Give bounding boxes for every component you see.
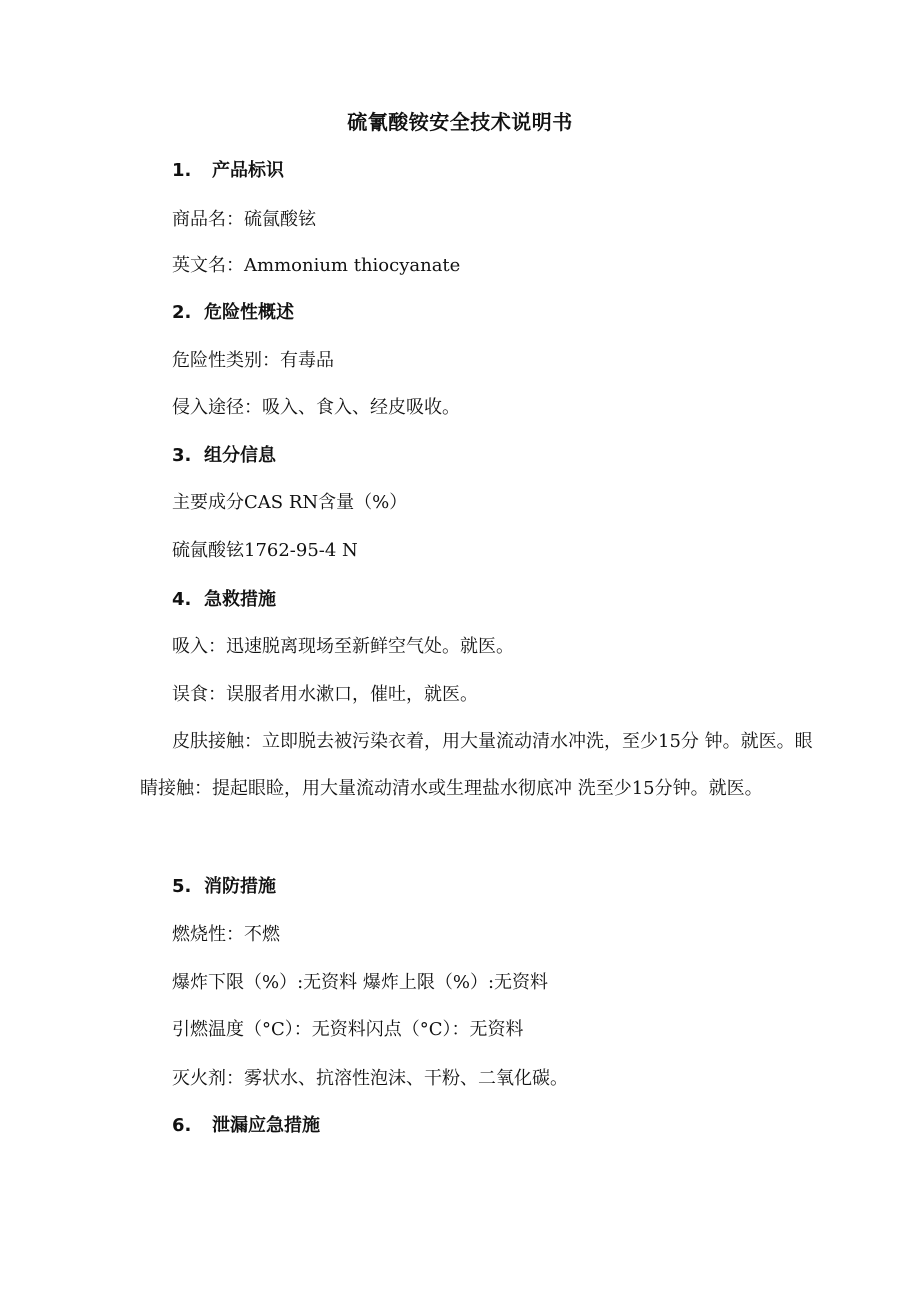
section-number: 6. [172,1115,192,1136]
extinguishing-agent-line: 灭火剂：雾状水、抗溶性泡沫、干粉、二氧化碳。 [172,1068,568,1089]
section-title: 急救措施 [204,589,276,610]
composition-header-line: 主要成分CAS RN含量（%） [172,492,408,513]
skin-eye-contact-paragraph: 皮肤接触：立即脱去被污染衣着，用大量流动清水冲洗，至少15分 钟。就医。眼睛接触：提起眼睑，用大量流动清水或生理盐水彻底冲 洗至少15分钟。就医。 [140,731,813,799]
document-title: 硫氰酸铵安全技术说明书 [347,110,573,134]
explosion-limits-line: 爆炸下限（%）:无资料 爆炸上限（%）:无资料 [172,972,549,993]
section-title: 危险性概述 [204,302,294,323]
section-number: 1. [172,160,192,181]
section-heading-2 [172,300,294,326]
section-heading-5 [172,874,276,900]
section-number: 4. [172,589,192,610]
section-number: 2. [172,302,192,323]
section-heading-1 [172,158,284,184]
product-name-line: 商品名：硫氤酸铉 [172,209,316,230]
section-heading-4 [172,587,276,613]
english-name-line: 英文名：Ammonium thiocyanate [172,255,461,276]
flammability-line: 燃烧性：不燃 [172,924,280,945]
ignition-temperature-line: 引燃温度（°C）：无资料闪点（°C）：无资料 [172,1019,524,1040]
inhalation-line: 吸入：迅速脱离现场至新鲜空气处。就医。 [172,636,514,657]
composition-row-line: 硫氤酸铉1762-95-4 N [172,540,358,561]
section-title: 组分信息 [204,445,276,466]
section-heading-3 [172,443,276,469]
section-heading-6 [172,1113,320,1139]
section-title: 产品标识 [212,160,284,181]
section-title: 泄漏应急措施 [212,1115,320,1136]
ingestion-line: 误食：误服者用水漱口，催吐，就医。 [172,684,478,705]
section-title: 消防措施 [204,876,276,897]
section-number: 5. [172,876,192,897]
exposure-route-line: 侵入途径：吸入、食入、经皮吸收。 [172,397,460,418]
hazard-class-line: 危险性类别：有毒品 [172,350,334,371]
section-number: 3. [172,445,192,466]
